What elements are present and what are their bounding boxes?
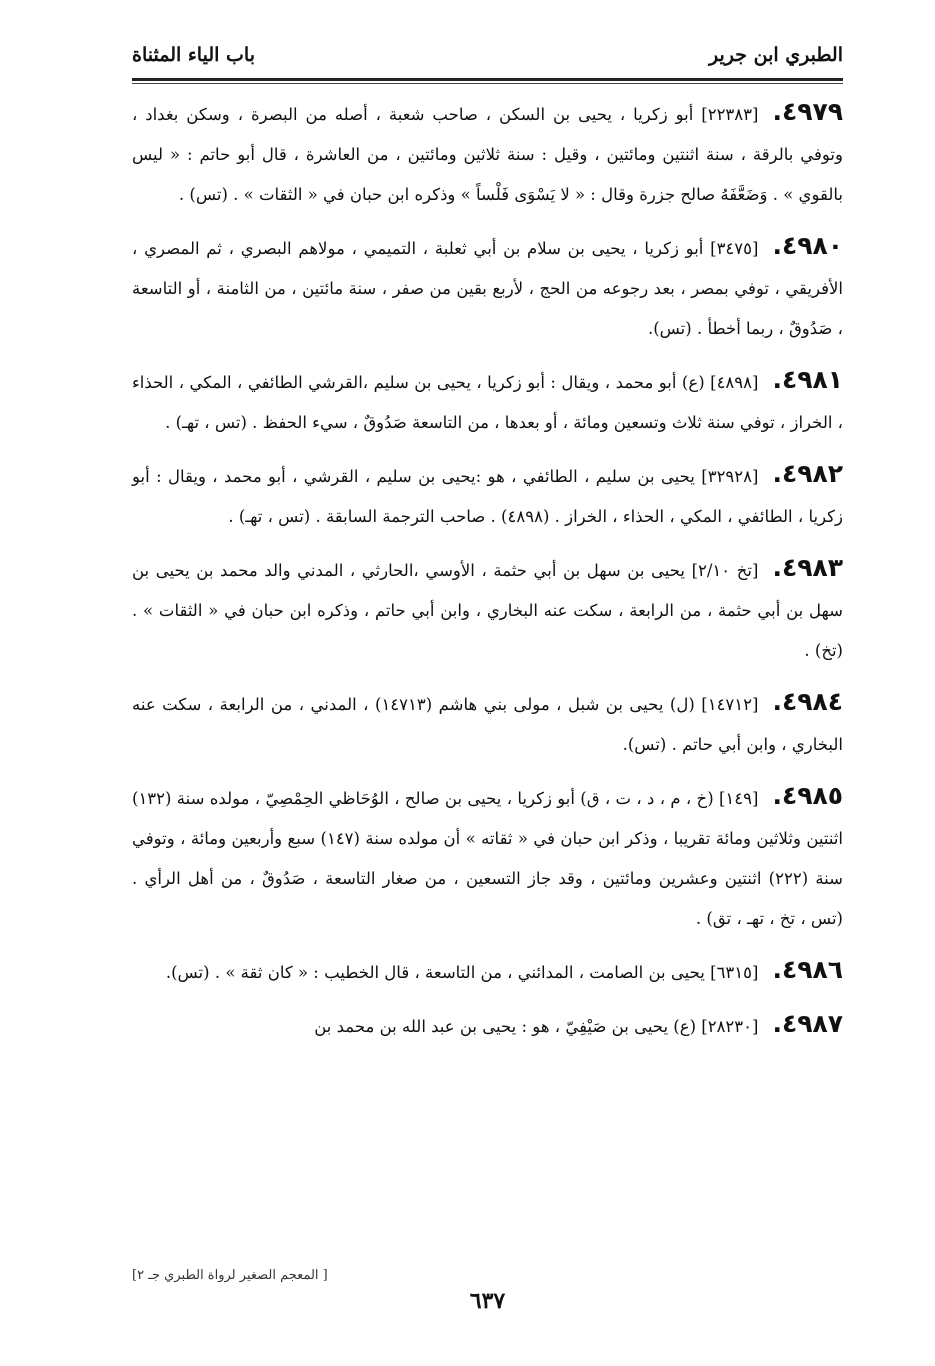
header-rule-thick <box>132 78 843 81</box>
page-footer <box>132 1268 843 1328</box>
entry-text: [١٤٧١٢] (ل) يحيى بن شبل ، مولى بني هاشم (١٤٧١٣) ، المدني ، من الرابعة ، سكت عنه البخاري ، وابن أبي حاتم . (تس). <box>132 695 843 754</box>
entry-text: [٣٤٧٥] أبو زكريا ، يحيى بن سلام بن أبي ثعلبة ، التميمي ، مولاهم البصري ، ثم المصري ، الأفريقي ، توفي بمصر ، بعد رجوعه من الحج ، لأربع بقين من صفر ، سنة مائتين ، من الثامنة ، أو التاسعة ، صَدُوقٌ ، ربما أخطأ . (تس). <box>132 239 843 338</box>
header-chapter-title: باب الياء المثناة <box>132 44 255 66</box>
entry <box>132 950 843 993</box>
entry-number: ٤٩٨١. <box>772 365 843 394</box>
entry-text: [تخ ٢/١٠] يحيى بن سهل بن أبي حثمة ، الأوسي ،الحارثي ، المدني والد محمد بن يحيى بن سهل بن أبي حثمة ، من الرابعة ، سكت عنه البخاري ، وابن أبي حاتم ، وذكره ابن حبان في « الثقات » . (تخ) . <box>132 561 843 660</box>
entry-number: ٤٩٨٢. <box>772 459 843 488</box>
entry-number: ٤٩٨٦. <box>772 955 843 984</box>
entry-text: [٢٨٢٣٠] (ع) يحيى بن صَيْفِيّ ، هو : يحيى بن عبد الله بن محمد بن <box>314 1017 759 1036</box>
entry-text: [١٤٩] (خ ، م ، د ، ت ، ق) أبو زكريا ، يحيى بن صالح ، الوُحَاظي الحِمْصِيّ ، مولده سنة (١٣٢) اثنتين وثلاثين ومائة تقريبا ، وذكر ابن حبان في « ثقاته » أن مولده سنة (١٤٧) سبع وأربعين ومائة ، وتوفي سنة (٢٢٢) اثنتين وعشرين ومائتين ، وقد جاز التسعين ، من صغار التاسعة ، صَدُوقٌ ، من أهل الرأي . (تس ، تخ ، تهـ ، تق) . <box>132 789 843 928</box>
entry-text: [٣٢٩٢٨] يحيى بن سليم ، الطائفي ، هو :يحيى بن سليم ، القرشي ، أبو محمد ، ويقال : أبو زكريا ، الطائفي ، المكي ، الحذاء ، الخراز . (٤٨٩٨) . صاحب الترجمة السابقة . (تس ، تهـ) . <box>132 467 843 526</box>
entry-number: ٤٩٨٤. <box>772 687 843 716</box>
entry <box>132 682 843 765</box>
running-header <box>132 36 843 74</box>
entry-number: ٤٩٧٩. <box>772 97 843 126</box>
footer-book-note: [ المعجم الصغير لرواة الطبري جـ ٢] <box>132 1268 328 1283</box>
entry <box>132 360 843 443</box>
header-rule-thin <box>132 83 843 84</box>
entry-text: [٤٨٩٨] (ع) أبو محمد ، ويقال : أبو زكريا ، يحيى بن سليم ،القرشي الطائفي ، المكي ، الحذاء ، الخراز ، توفي سنة ثلاث وتسعين ومائة ، أو بعدها ، من التاسعة صَدُوقٌ ، سيء الحفظ . (تس ، تهـ) . <box>132 373 843 432</box>
entry-number: ٤٩٨٧. <box>772 1009 843 1038</box>
entry-number: ٤٩٨٠. <box>772 231 843 260</box>
entry-text: [٢٢٣٨٣] أبو زكريا ، يحيى بن السكن ، صاحب شعبة ، أصله من البصرة ، وسكن بغداد ، وتوفي بالرقة ، سنة اثنتين ومائتين ، وقيل : سنة ثلاثين ومائتين ، من العاشرة ، قال أبو حاتم : « ليس بالقوي » . وَضَعَّفَهُ صالح جزرة وقال : « لا يَسْوَى فَلْساً » وذكره ابن حبان في « الثقات » . (تس) . <box>132 105 843 204</box>
entry <box>132 92 843 215</box>
entry-number: ٤٩٨٥. <box>772 781 843 810</box>
entry-text: [٦٣١٥] يحيى بن الصامت ، المدائني ، من التاسعة ، قال الخطيب : « كان ثقة » . (تس). <box>165 963 759 982</box>
entry <box>132 1004 843 1047</box>
header-book-title: الطبري ابن جرير <box>708 44 843 66</box>
entry-number: ٤٩٨٣. <box>772 553 843 582</box>
entry <box>132 454 843 537</box>
entry <box>132 776 843 939</box>
entries-list <box>132 92 843 1058</box>
entry <box>132 226 843 349</box>
entry <box>132 548 843 671</box>
page-number: ٦٣٧ <box>469 1288 506 1314</box>
